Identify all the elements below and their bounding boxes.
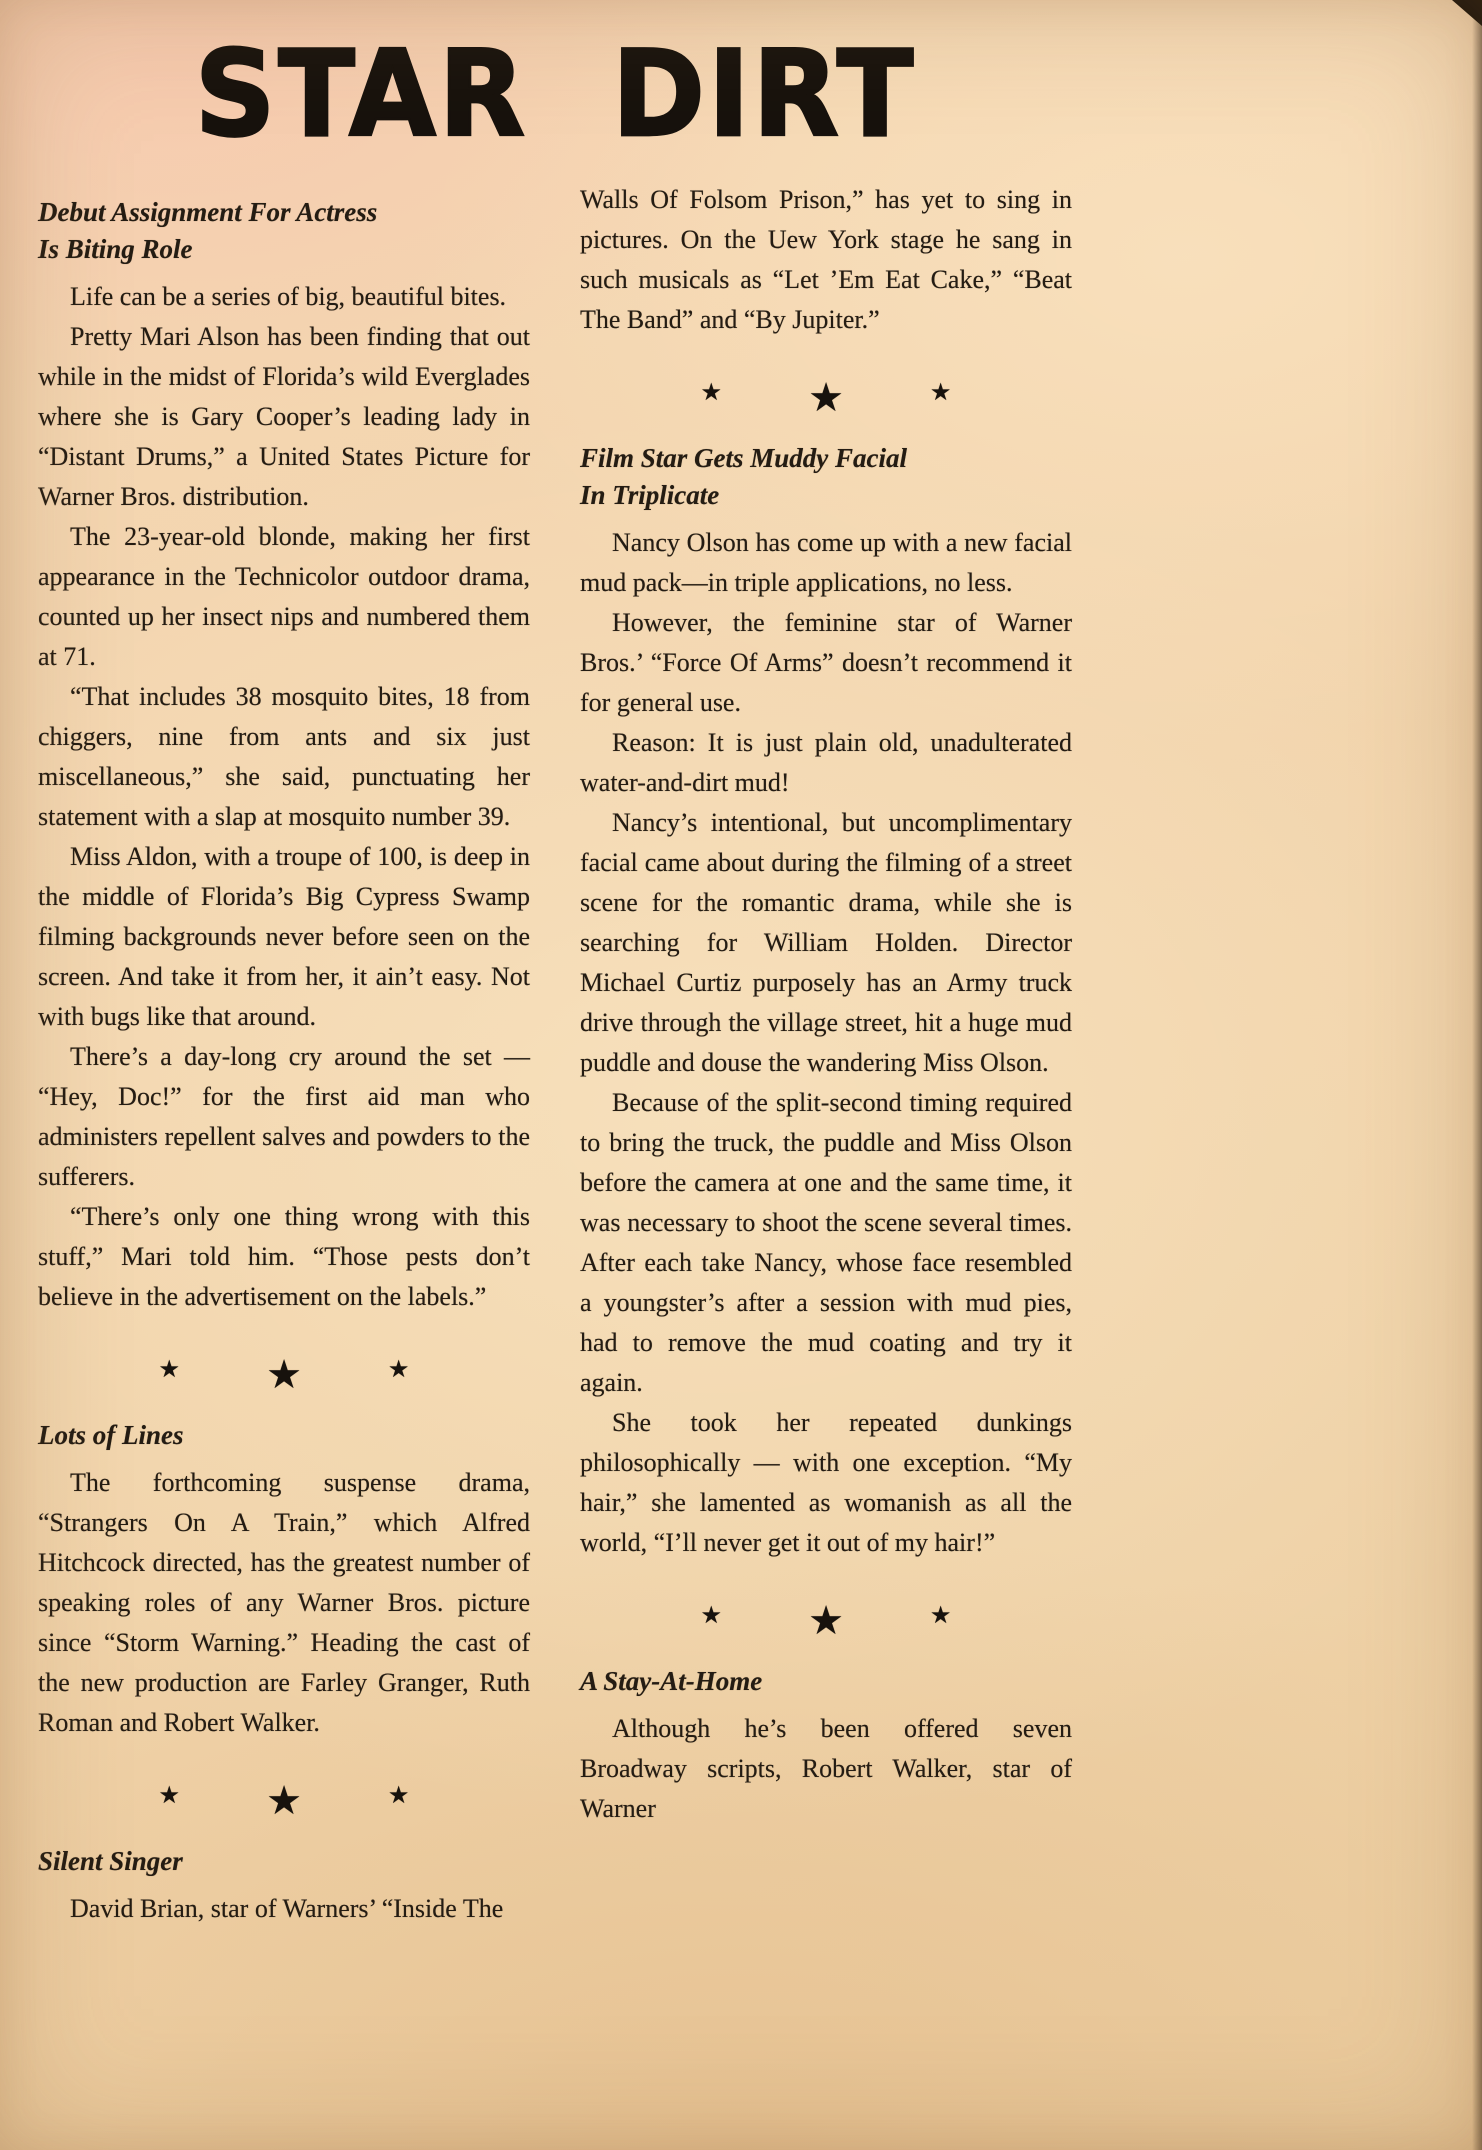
paragraph: The 23-year-old blonde, making her first appearance in the Technicolor outdoor drama, counted up her insect nips and numbered them at 71.: [38, 522, 530, 671]
article-heading: [580, 1663, 1072, 1700]
star-separator: [580, 1591, 1072, 1641]
heading-line: Debut Assignment For Actress: [38, 197, 378, 227]
paragraph: Because of the split-second timing required to bring the truck, the puddle and Miss Olson before the camera at one and the same time, it was necessary to shoot the scene several times. After each take Nancy, whose face resembled a youngster’s after a session with mud pies, had to remove the mud coating and try it again.: [580, 1088, 1072, 1397]
article-silent-singer-continued: [580, 180, 1072, 340]
article-debut-assignment: [38, 194, 530, 1317]
paragraph: Although he’s been offered seven Broadway scripts, Robert Walker, star of Warner: [580, 1714, 1072, 1823]
star-icon: ★: [929, 1603, 952, 1629]
star-icon: ★: [387, 1357, 410, 1383]
paragraph: However, the feminine star of Warner Bros.’ “Force Of Arms” doesn’t recommend it for general use.: [580, 608, 1072, 717]
paragraph: “That includes 38 mosquito bites, 18 from chiggers, nine from ants and six just miscellaneous,” she said, punctuating her statement with a slap at mosquito number 39.: [38, 682, 530, 831]
heading-line: In Triplicate: [580, 480, 720, 510]
star-icon: ★: [158, 1357, 181, 1383]
paragraph: Nancy Olson has come up with a new facial mud pack—in triple applications, no less.: [580, 528, 1072, 597]
page-title: STAR DIRT: [194, 25, 917, 164]
star-icon: ★: [700, 380, 723, 406]
star-icon: ★: [808, 375, 844, 420]
column-right: [580, 180, 1072, 1929]
paragraph: Life can be a series of big, beautiful bites.: [70, 282, 507, 311]
heading-line: Film Star Gets Muddy Facial: [580, 443, 908, 473]
article-heading: [38, 1843, 530, 1880]
star-icon: ★: [266, 1778, 302, 1823]
paragraph: David Brian, star of Warners’ “Inside The: [70, 1894, 504, 1923]
star-icon: ★: [808, 1598, 844, 1643]
article-stay-at-home: [580, 1663, 1072, 1829]
paragraph: Nancy’s intentional, but uncomplimentary facial came about during the filming of a street scene for the romantic drama, while she is searching for William Holden. Director Michael Curtiz purposely has an Army truck drive through the village street, hit a huge mud puddle and douse the wandering Miss Olson.: [580, 808, 1072, 1077]
article-heading: [38, 1417, 530, 1454]
article-muddy-facial: [580, 440, 1072, 1563]
paragraph: “There’s only one thing wrong with this stuff,” Mari told him. “Those pests don’t believe in the advertisement on the labels.”: [38, 1202, 530, 1311]
paragraph: Miss Aldon, with a troupe of 100, is deep in the middle of Florida’s Big Cypress Swamp filming backgrounds never before seen on the screen. And take it from her, it ain’t easy. Not with bugs like that around.: [38, 842, 530, 1031]
column-left: [38, 180, 530, 1929]
star-icon: ★: [158, 1783, 181, 1809]
page-edge-shadow: [1472, 0, 1482, 2150]
paragraph: Pretty Mari Alson has been finding that out while in the midst of Florida’s wild Everglades where she is Gary Cooper’s leading lady in “Distant Drums,” a United States Picture for Warner Bros. distribution.: [38, 322, 530, 511]
star-icon: ★: [266, 1352, 302, 1397]
paragraph: Walls Of Folsom Prison,” has yet to sing in pictures. On the Uew York stage he sang in such musicals as “Let ’Em Eat Cake,” “Beat The Band” and “By Jupiter.”: [580, 185, 1072, 334]
heading-line: Lots of Lines: [38, 1420, 184, 1450]
heading-line: A Stay-At-Home: [580, 1666, 763, 1696]
two-column-layout: [38, 180, 1073, 1929]
paragraph: The forthcoming suspense drama, “Strangers On A Train,” which Alfred Hitchcock directed, has the greatest number of speaking roles of any Warner Bros. picture since “Storm Warning.” Heading the cast of the new production are Farley Granger, Ruth Roman and Robert Walker.: [38, 1468, 530, 1737]
star-icon: ★: [387, 1783, 410, 1809]
scan-corner-tear: [1452, 0, 1482, 26]
star-icon: ★: [700, 1603, 723, 1629]
paragraph: There’s a day-long cry around the set — “Hey, Doc!” for the first aid man who administers repellent salves and powders to the sufferers.: [38, 1042, 530, 1191]
star-separator: [38, 1345, 530, 1395]
heading-line: Silent Singer: [38, 1846, 183, 1876]
paragraph: Reason: It is just plain old, unadulterated water-and-dirt mud!: [580, 728, 1072, 797]
page-content: [38, 26, 1073, 1929]
star-separator: [38, 1771, 530, 1821]
heading-line: Is Biting Role: [38, 234, 193, 264]
star-separator: [580, 368, 1072, 418]
article-heading: [580, 440, 1072, 514]
article-silent-singer: [38, 1843, 530, 1929]
article-heading: [38, 194, 530, 268]
article-lots-of-lines: [38, 1417, 530, 1743]
paragraph: She took her repeated dunkings philosophically — with one exception. “My hair,” she lamented as womanish as all the world, “I’ll never get it out of my hair!”: [580, 1408, 1072, 1557]
star-icon: ★: [929, 380, 952, 406]
